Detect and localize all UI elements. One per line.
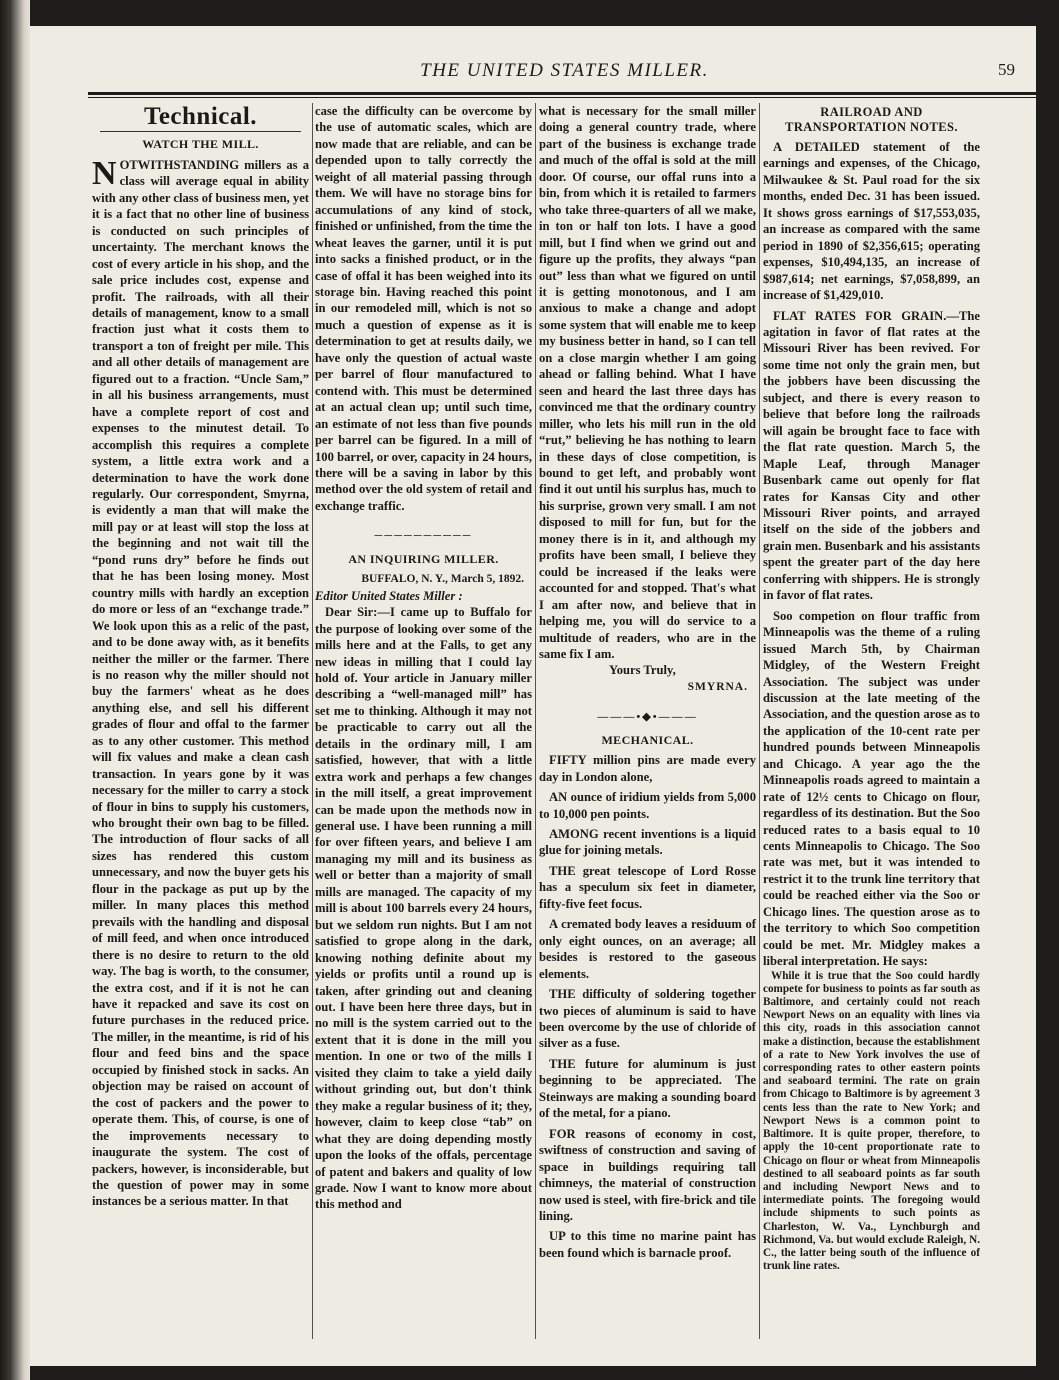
- binding-edge: [0, 0, 30, 1380]
- column-2: [315, 103, 532, 1339]
- column-3: [539, 103, 756, 1339]
- quoted-ruling: [763, 970, 980, 1274]
- column-4: [763, 103, 980, 1339]
- news-item: UP to this time no marine paint has been found which is barnacle proof.: [539, 1229, 756, 1260]
- section-rule: [100, 131, 301, 132]
- salutation-address: Editor United States Miller :: [315, 588, 463, 603]
- article-paragraph: case the difficulty can be overcome by the use of automatic scales, which are now made that are reliable, and can be depended upon to tally correctly the weight of all material passing through them. We will have no storage bins for accumulations of any kind of stock, finished or unfinished, from the time the wheat leaves the garner, until it is put into sacks a finished product, or in the case of offal it has been weighed into its storage bin. Having reached this point in our remodeled mill, which is not so much a question of expense as it is determination to get at results daily, we have only the question of actual waste per barrel of flour manufactured to contend with. This must be determined at an actual clean up; until such time, an estimate of not less than five pounds per barrel can be figured. In a mill of 100 barrel, or over, capacity in 24 hours, there will be a saving in labor by this method over the old system of retail and exchange traffic.: [315, 104, 532, 513]
- header-rule-thin: [88, 97, 1039, 98]
- news-item: AMONG recent inventions is a liquid glue for joining metals.: [539, 827, 756, 858]
- ornament-divider: ———•◆•———: [597, 711, 698, 724]
- column-divider: [759, 103, 760, 1339]
- article-paragraph: [763, 308, 980, 604]
- article-heading-watch-the-mill: WATCH THE MILL.: [142, 137, 259, 152]
- run-in-heading: FLAT RATES FOR GRAIN.: [773, 308, 947, 323]
- article-paragraph: Soo competion on flour traffic from Minneapolis was the theme of a ruling issued March 5th, by Chairman Midgley, of the Western Freight Association. The subject was under discussion at the late meeting of the Association, and the question arose as to the application of the 10-cent rate per hundred pounds between Minneapolis and Chicago. A year ago the the Minneapolis roads agreed to maintain a rate of 12½ cents to Chicago on flour, regardless of its destination. But the Soo reduced rates to a basis equal to 10 cents Minneapolis to Chicago. The Soo rate was met, but it was intended to restrict it to the trunk line territory that could be reached either via the Soo or Chicago lines. The question arose as to the territory to which Soo competition could be met. Mr. Midgley makes a liberal interpretation. He says:: [763, 608, 980, 969]
- article-text: —The agitation in favor of flat rates at the Missouri River has been revived. For some time not only the grain men, but the jobbers have been discussing the subject, and there is every reason to believe that before long the railroads will again be brought face to face with the flat rate question. March 5, the Maple Leaf, through Manager Busenbark came out openly for flat rates for Kansas City and other Missouri River points, and arrayed itself on the side of the jobbers and grain men. Busenbark and his assistants spent the greater part of the day here conferring with shippers. He is strongly in favor of flat rates.: [763, 308, 980, 603]
- article-heading-inquiring-miller: AN INQUIRING MILLER.: [348, 551, 499, 566]
- page-number: 59: [998, 60, 1015, 79]
- publication-title: THE UNITED STATES MILLER.: [420, 60, 709, 81]
- letter-paragraph: what is necessary for the small miller doing a general country trade, where part of the business is exchange trade and much of the offal is sold at the mill door. Of course, our offal runs into a bin, from which it is retailed to farmers who take three-quarters of all we make, in ton or half ton lots. I have a good mill, but I find when we grind out and figure up the profits, they always “pan out” less than what we figured on until it is getting monotonous, and I am anxious to make a change and adopt some system that will enable me to keep my business better in hand, so I can tell on a close margin whether I am going ahead or falling behind. What I have seen and heard the last three days has convinced me that the ordinary country miller, who lets his mill run in the old “rut,” believing he has nothing to learn in these days of close competition, is bound to get left, and probably wont find it out until his surplus has, much to his surprise, grown very small. I am not disposed to mill for fun, but for the money there is in it, and although my profits have been small, I believe they could be increased if the leaks were accounted for and stopped. That's what I am after now, and believe that in helping me, you will do service to a multitude of readers, who are in the same fix I am.: [539, 104, 756, 661]
- article-heading-railroad-notes: RAILROAD AND TRANSPORTATION NOTES.: [785, 105, 958, 134]
- letter-signature: SMYRNA.: [687, 680, 748, 693]
- article-text: OTWITHSTANDING millers as a class will average equal in ability with any other class of business men, yet it is a fact that no other line of business is conducted on such principles of uncertainty. The merchant knows the cost of every article in his shop, and the sale price includes cost, expense and profit. The railroads, with all their details of management, know to a small fraction just what it costs them to transport a ton of freight per mile. This and all other details of management are figured out to a fraction. “Uncle Sam,” in all his business arrangements, must have a complete report of cost and expenses to the minutest detail. To accomplish this requires a complete system, a little extra work and a determination to have the work done regularly. Our correspondent, Smyrna, is evidently a man that will make the mill pay or at least will stop the loss at the beginning and not wait till the “pond runs dry” before he finds out that he has been losing money. Most country mills with hardly an exception do more or less of an “exchange trade.” We look upon this as a relic of the past, and to be done away with, as it benefits neither the miller or the farmer. There is no reason why the miller should not buy the farmers' wheat as he does anything else, and sell his different grades of flour and offal to the farmer as to any other customer. This method will fix values and make a clean cash transaction. In years gone by it was necessary for the miller to carry a stock of flour in bins to supply his customers, who brought their own bag to be filled. The introduction of flour sacks of all sizes has rendered this custom unnecessary, and now the buyer gets his flour in the package as put up by the miller. In many places this method prevails with the handling and disposal of mill feed, and when once introduced there is no desire to return to the old way. The bag is worth, to the consumer, the extra cost, and if it is not he can have it repacked and save its cost on future purchases in the reduced price. The miller, in the meantime, is rid of his flour and feed bins and the space occupied by finished stock in sacks. An objection may be raised on account of the cost of packers and the power to operate them. This, of course, is one of the improvements necessary to inaugurate the system. The cost of packers, however, is inconsiderable, but the question of power may in some instances be a serious matter. In that: [92, 157, 309, 1209]
- section-title: Technical.: [143, 103, 258, 130]
- news-item: AN ounce of iridium yields from 5,000 to 10,000 pen points.: [539, 790, 756, 821]
- page-header: [90, 58, 1039, 88]
- news-item: THE difficulty of soldering together two pieces of aluminum is said to have been overcome by the use of chloride of silver as a fuse.: [539, 987, 756, 1051]
- letter-paragraph: Dear Sir:—I came up to Buffalo for the purpose of looking over some of the mills here and at the Falls, to get any new ideas in milling that I could lay hold of. Your article in January miller describing a “well-managed mill” has set me to thinking. Although it may not be practicable to carry out all the details in the ordinary mill, I am satisfied, however, that with a little extra work and perhaps a few changes in the mill itself, a great improvement can be made upon the methods now in general use. I have been running a mill for over fifteen years, and believe I am managing my mill and its business as well or better than a majority of small mills are managed. The capacity of my mill is about 100 barrels every 24 hours, but we seldom run nights. But I am not satisfied to grope along in the dark, knowing nothing definite about my yields or profits until a round up is taken, after grinding out and cleaning out. I have been here three days, but in no mill is the system carried out to the extent that it is done in the mill you mention. In one or two of the mills I visited they claim to take a yield daily without grinding out, but don't think they make a regular business of it; they, however, claim to keep close “tab” on what they are doing depending mostly upon the looks of the offals, percentage of patent and bakers and quality of low grade. Now I want to know more about this method and: [315, 605, 532, 1212]
- column-divider: [535, 103, 536, 1339]
- news-item: THE great telescope of Lord Rosse has a speculum six feet in diameter, fifty-five feet focus.: [539, 863, 756, 911]
- quote-text: While it is true that the Soo could hardly compete for business to points as far south as Baltimore, and certainly could not reach Newport News on an equality with lines via this city, roads in this association cannot make a distinction, because the establishment of a rate to New York involves the use of corresponding rates to other eastern points and seaboard termini. The rate on grain from Chicago to Baltimore is by agreement 3 cents less than the rate to New York; and Newport News is a common point to Baltimore. It is quite proper, therefore, to apply the 10-cent proportionate rate to Chicago on flour or wheat from Minneapolis destined to all seaboard points as far south and including Newport News and to intermediate points. The foregoing would include shipments to such points as Charleston, W. Va., Lynchburgh and Richmond, Va. but would exclude Raleigh, N. C., the latter being south of the influence of trunk line rates.: [763, 969, 980, 1273]
- drop-cap: N: [92, 154, 117, 192]
- news-item: FIFTY million pins are made every day in London alone,: [539, 753, 756, 784]
- article-paragraph: [92, 154, 309, 1210]
- header-rule-thick: [88, 92, 1039, 95]
- article-paragraph: A DETAILED statement of the earnings and expenses, of the Chicago, Milwaukee & St. Paul road for the six months, ended Dec. 31 has been issued. It shows gross earnings of $17,553,035, an increase as compared with the same period in 1890 of $2,356,615; operating expenses, $10,494,135, an increase of $987,614; net earnings, $7,058,899, an increase of $1,429,010.: [763, 140, 980, 303]
- dateline: BUFFALO, N. Y., March 5, 1892.: [361, 573, 524, 586]
- column-1: [92, 103, 309, 1339]
- column-divider: [312, 103, 313, 1339]
- news-item: THE future for aluminum is just beginning to be appreciated. The Steinways are making a sounding board of the metal, for a piano.: [539, 1056, 756, 1121]
- separator-rule: ──────────: [374, 530, 473, 543]
- letter-closing: Yours Truly,: [609, 663, 676, 678]
- news-item: A cremated body leaves a residuum of only eight ounces, on an average; all besides is restored to the gaseous elements.: [539, 917, 756, 981]
- article-heading-mechanical: MECHANICAL.: [601, 732, 694, 747]
- news-item: FOR reasons of economy in cost, swiftness of construction and saving of space in buildings requiring tall chimneys, the material of construction now used is steel, with fire-brick and tile lining.: [539, 1126, 756, 1223]
